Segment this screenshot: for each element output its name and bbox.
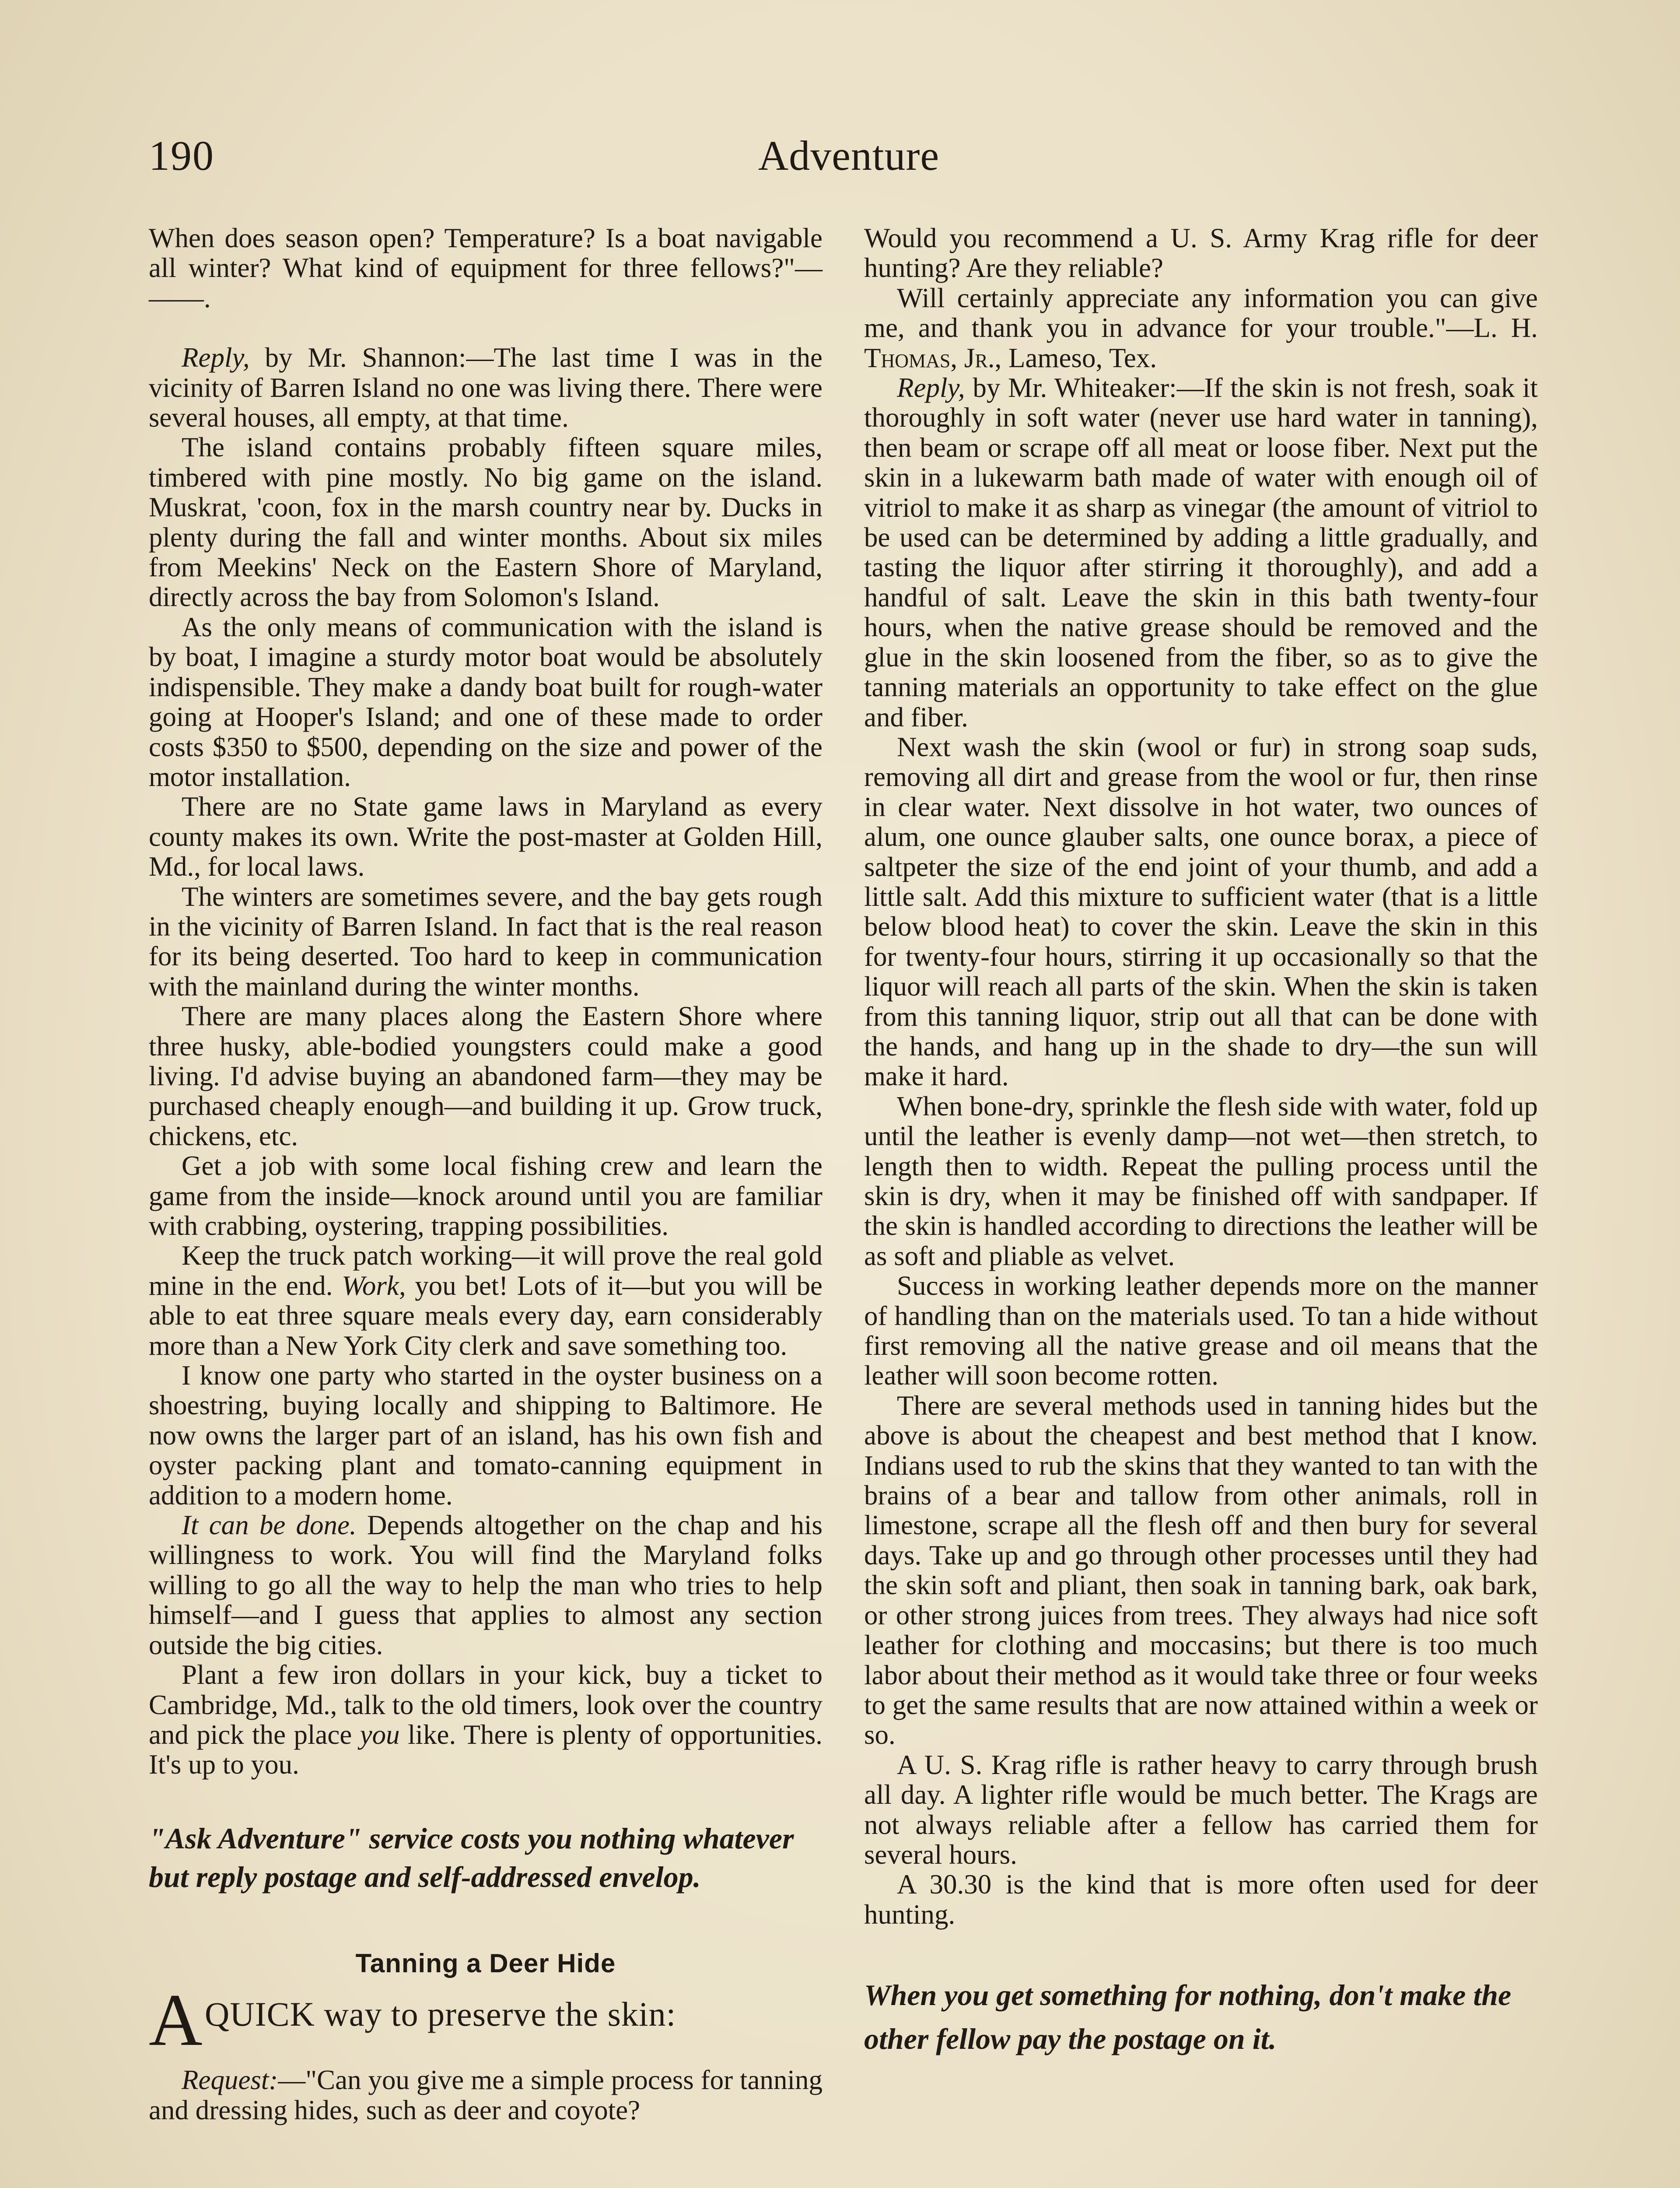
reply-text: by Mr. Whiteaker:—If the skin is not fresh, soak it thoroughly in soft water (never use hard water in tanning), then beam or scrape off all meat or loose fiber. Next put the skin in a lukewarm bath made of water with enough oil of vitriol to make it as sharp as vinegar (the amount of vitriol to be used can be determined by adding a little gradually, and tasting the liquor after stirring it thoroughly), and add a handful of salt. Leave the skin in this bath twenty-four hours, when the native grease should be removed and the glue in the skin loosened from the fiber, so as to give the tanning materials an opportunity to take effect on the glue and fiber. [864, 372, 1538, 733]
text-run: Keep the truck patch working—it will prove the real gold mine in the end. [149, 1240, 822, 1301]
paragraph: The island contains probably fifteen square miles, timbered with pine mostly. No big game on the island. Muskrat, 'coon, fox in the marsh country near by. Ducks in plenty during the fall and winter months. About six miles from Meekins' Neck on the Eastern Shore of Maryland, directly across the bay from Solomon's Island. [149, 432, 822, 613]
postage-notice: When you get something for nothing, don't make the other fellow pay the postage on it. [864, 1978, 1512, 2056]
paragraph: As the only means of communication with the island is by boat, I imagine a sturdy motor boat would be absolutely indispensible. They make a dandy boat built for rough-water going at Hooper's Island; and one of these made to order costs $350 to $500, depending on the size and power of the motor installation. [149, 611, 822, 792]
paragraph: A 30.30 is the kind that is more often used for deer hunting. [864, 1869, 1538, 1930]
right-column [864, 223, 1538, 2061]
paragraph: There are many places along the Eastern Shore where three husky, able-bodied youngsters could make a good living. I'd advise buying an abandoned farm—they may be purchased cheaply enough—and building it up. Grow truck, chickens, etc. [149, 1001, 822, 1151]
reply-label: Reply, [182, 342, 250, 373]
paragraph: There are no State game laws in Maryland as every county makes its own. Write the post-master at Golden Hill, Md., for local laws. [149, 791, 822, 882]
request-label: Request: [182, 2065, 278, 2096]
reply-label: Reply, [897, 372, 965, 403]
drop-cap: A [149, 1979, 203, 2062]
reply-intro [149, 343, 822, 432]
left-column [149, 223, 822, 2125]
emphasis: It can be done. [182, 1510, 357, 1541]
request-text: —"Can you give me a simple process for tanning and dressing hides, such as deer and coyote? [149, 2065, 822, 2125]
paragraph [149, 1241, 822, 1360]
emphasis: you [360, 1719, 400, 1750]
paragraph: There are several methods used in tanning hides but the above is about the cheapest and best method that I know. Indians used to rub the skins that they wanted to tan with the brains of a bear and tallow from other animals, roll in limestone, scrape all the flesh off and then bury for several days. Take up and go through other processes until they had the skin soft and pliant, then soak in tanning bark, oak bark, or other strong juices from trees. They always had nice soft leather for clothing and moccasins; but there is too much labor about their method as it would take three or four weeks to get the same results that are now attained within a week or so. [864, 1390, 1538, 1750]
paragraph: The winters are sometimes severe, and the bay gets rough in the vicinity of Barren Island. In fact that is the real reason for its being deserted. Too hard to keep in communication with the mainland during the winter months. [149, 881, 822, 1002]
service-notice: "Ask Adventure" service costs you nothing whatever but reply postage and self-addressed envelop. [149, 1821, 794, 1893]
author-name: Thomas, Jr., [864, 342, 1002, 373]
text-run: Depends altogether on the chap and his willingness to work. You will find the Maryland folks willing to go all the way to help the man who tries to help himself—and I guess that applies to almost any section outside the big cities. [149, 1510, 822, 1660]
question-continuation: Would you recommend a U. S. Army Krag rifle for deer hunting? Are they reliable? [864, 223, 1538, 284]
reply-intro [864, 373, 1538, 732]
paragraph [149, 1510, 822, 1660]
text-run: you bet! Lots of it—but you will be able to eat three square meals every day, earn considerably more than a New York City clerk and save something too. [149, 1270, 822, 1361]
page-number: 190 [149, 132, 214, 179]
lead-line [149, 1979, 822, 2062]
paragraph [864, 283, 1538, 373]
text-run: Lameso, Tex. [1001, 342, 1157, 373]
running-title: Adventure [758, 132, 940, 179]
section-title: Tanning a Deer Hide [355, 1948, 616, 1978]
paragraph: A U. S. Krag rifle is rather heavy to carry through brush all day. A lighter rifle would be much better. The Krags are not always reliable after a fellow has carried them for several hours. [864, 1749, 1538, 1870]
text-run: Will certainly appreciate any information you can give me, and thank you in advance for your trouble."—L. H. [864, 282, 1538, 344]
lead-text: QUICK way to preserve the skin: [205, 1995, 676, 2034]
paragraph: Next wash the skin (wool or fur) in strong soap suds, removing all dirt and grease from the wool or fur, then rinse in clear water. Next dissolve in hot water, two ounces of alum, one ounce glauber salts, one ounce borax, a piece of saltpeter the size of the end joint of your thumb, and add a little salt. Add this mixture to sufficient water (that is a little below blood heat) to cover the skin. Leave the skin in this for twenty-four hours, stirring it up occasionally so that the liquor will reach all parts of the skin. When the skin is taken from this tanning liquor, strip out all that can be done with the hands, and hang up in the shade to dry—the sun will make it hard. [864, 731, 1538, 1092]
request-paragraph [149, 2065, 822, 2125]
paragraph: I know one party who started in the oyster business on a shoestring, buying locally and shipping to Baltimore. He now owns the larger part of an island, has his own fish and oyster packing plant and tomato-canning equipment in addition to a modern home. [149, 1360, 822, 1511]
page-header [149, 127, 1549, 188]
emphasis: Work, [342, 1270, 406, 1301]
text-run: Plant a few iron dollars in your kick, buy a ticket to Cambridge, Md., talk to the old timers, look over the country and pick the place [149, 1659, 822, 1750]
paragraph: When bone-dry, sprinkle the flesh side with water, fold up until the leather is evenly damp—not wet—then stretch, to length then to width. Repeat the pulling process until the skin is dry, when it may be finished off with sandpaper. If the skin is handled according to directions the leather will be as soft and pliable as velvet. [864, 1090, 1538, 1271]
reply-text: by Mr. Shannon:—The last time I was in the vicinity of Barren Island no one was living there. There were several houses, all empty, at that time. [149, 342, 822, 433]
text-run: like. There is plenty of opportunities. It's up to you. [149, 1719, 822, 1780]
paragraph: Get a job with some local fishing crew and learn the game from the inside—knock around until you are familiar with crabbing, oystering, trapping possibilities. [149, 1150, 822, 1241]
question-continuation: When does season open? Temperature? Is a boat navigable all winter? What kind of equipment for three fellows?"— ——. [149, 223, 822, 313]
paragraph [149, 1660, 822, 1780]
paragraph: Success in working leather depends more on the manner of handling than on the materials used. To tan a hide without first removing all the native grease and oil means that the leather will soon become rotten. [864, 1270, 1538, 1391]
